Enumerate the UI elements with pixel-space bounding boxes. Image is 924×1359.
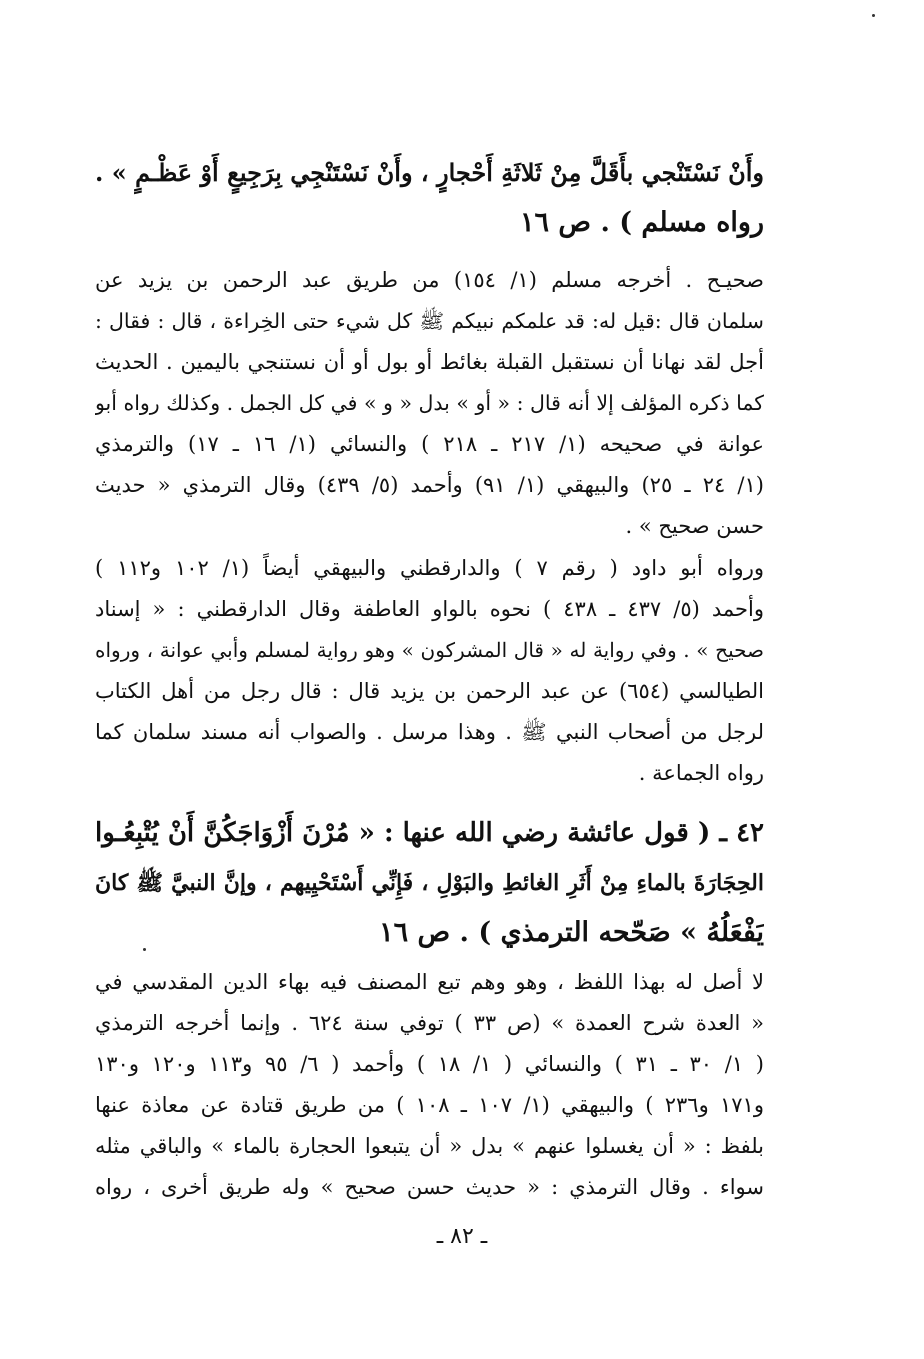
text-line: لا أصل له بهذا اللفظ ، وهو وهم تبع المصنف فيه بهاء الدين المقدسي في (95, 970, 764, 994)
text-line: سلمان قال :قيل له: قد علمكم نبيكم ﷺ كل شيء حتى الخِراءة ، قال : فقال : (95, 309, 764, 333)
text-line: الحِجَارَةَ بالماءِ مِنْ أَثَرِ الغائطِ والبَوْلِ ، فَإِنِّي أَسْتَحْيِيهم ، وإنَّ النبيَّ ﷺ كانَ (95, 870, 764, 896)
text-line: صحيـح . أخرجه مسلم (١/ ١٥٤) من طريق عبد الرحمن بن يزيد عن (95, 268, 764, 292)
text-line: ورواه أبو داود ( رقم ٧ ) والدارقطني والبيهقي أيضاً (١/ ١٠٢ و١١٢ ) (95, 556, 764, 580)
commentary-42 (95, 962, 764, 1208)
text-line: كما ذكره المؤلف إلا أنه قال : « أو » بدل « و » في كل الجمل . وكذلك رواه أبو (95, 391, 764, 415)
text-line: وأَنْ نَسْتَنْجي بأَقَلَّ مِنْ ثَلاثَةِ أَحْجارٍ ، وأَنْ نَسْتَنْجِي بِرَجِيعٍ أَوْ عَظْـمٍ » . (95, 158, 764, 187)
text-line: ( ١/ ٣٠ ـ ٣١ ) والنسائي ( ١/ ١٨ ) وأحمد ( ٦/ ٩٥ و١١٣ و١٢٠ و١٣٠ (95, 1052, 764, 1076)
text-line: الطيالسي (٦٥٤) عن عبد الرحمن بن يزيد قال : قال رجل من أهل الكتاب (95, 679, 764, 703)
text-line: سواء . وقال الترمذي : « حديث حسن صحيح » وله طريق أخرى ، رواه (95, 1175, 764, 1199)
commentary-41 (95, 260, 764, 547)
text-line: صحيح » . وفي رواية له « قال المشركون » وهو رواية لمسلم وأبي عوانة ، ورواه (95, 638, 764, 662)
text-line: حسن صحيح » . (625, 514, 764, 538)
scan-speck (143, 948, 146, 951)
text-line: عوانة في صحيحه (١/ ٢١٧ ـ ٢١٨ ) والنسائي (١/ ١٦ ـ ١٧) والترمذي (95, 432, 764, 456)
text-line: و١٧١ و٢٣٦ ) والبيهقي (١/ ١٠٧ ـ ١٠٨ ) من طريق قتادة عن معاذة عنها (95, 1093, 764, 1117)
text-line: رواه مسلم ) . ص ١٦ (519, 207, 764, 238)
text-line: لرجل من أصحاب النبي ﷺ . وهذا مرسل . والصواب أنه مسند سلمان كما (95, 720, 764, 744)
page-number: ـ ٨٢ ـ (436, 1224, 488, 1249)
commentary-41-continued (95, 548, 764, 794)
text-line: « العدة شرح العمدة » (ص ٣٣ ) توفي سنة ٦٢٤ . وإنما أخرجه الترمذي (95, 1011, 764, 1035)
hadith-42-text (95, 808, 764, 958)
text-line: وأحمد (٥/ ٤٣٧ ـ ٤٣٨ ) نحوه بالواو العاطفة وقال الدارقطني : « إسناد (95, 597, 764, 621)
text-line: بلفظ : « أن يغسلوا عنهم » بدل « أن يتبعوا الحجارة بالماء » والباقي مثله (95, 1134, 764, 1158)
text-line: يَفْعَلُهُ » صَحّحه الترمذي ) . ص ١٦ (379, 917, 764, 948)
scan-speck (872, 14, 875, 17)
text-line: ٤٢ ـ ( قول عائشة رضي الله عنها : « مُرْنَ أَزْوَاجَكُنَّ أَنْ يُتْبِعُـوا (95, 818, 764, 848)
text-line: (١/ ٢٤ ـ ٢٥) والبيهقي (١/ ٩١) وأحمد (٥/ ٤٣٩) وقال الترمذي « حديث (95, 473, 764, 497)
hadith-41-text (95, 148, 764, 248)
text-line: أجل لقد نهانا أن نستقبل القبلة بغائط أو بول أو أن نستنجي باليمين . الحديث (95, 350, 764, 374)
text-line: رواه الجماعة . (638, 761, 764, 785)
